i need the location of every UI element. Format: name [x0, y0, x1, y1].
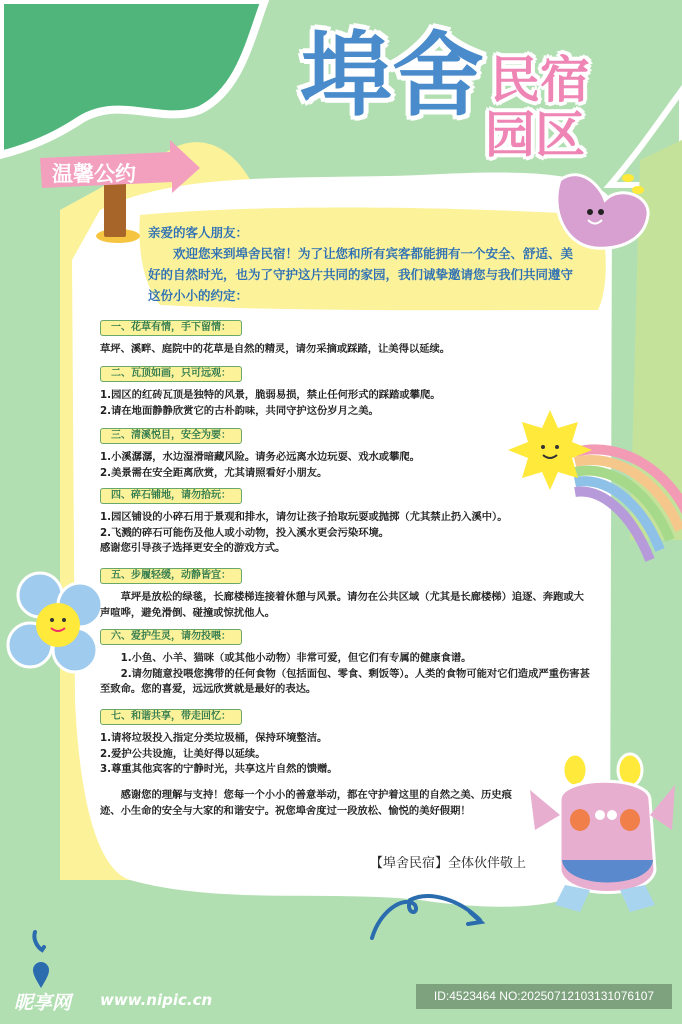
section-line: 1.小溪潺潺，水边湿滑暗藏风险。请务必远离水边玩耍、戏水或攀爬。: [100, 451, 420, 463]
intro: [148, 222, 578, 306]
section-line: 2.美景需在安全距离欣赏，尤其请照看好小朋友。: [100, 466, 328, 479]
signature: 【埠舍民宿】全体伙伴敬上: [370, 856, 527, 871]
section-heading: 五、步履轻缓，动静皆宜：: [100, 568, 242, 584]
section-heading: 六、爱护生灵，请勿投喂：: [100, 629, 242, 645]
title-sub-1: 民宿: [490, 51, 590, 109]
section-heading: 一、花草有情，手下留情：: [100, 320, 242, 336]
intro-greeting: 亲爱的客人朋友：: [148, 225, 249, 240]
section-line: 2.爱护公共设施，让美好得以延续。: [100, 747, 266, 760]
title-sub-2: 园区: [485, 106, 585, 164]
section-line: 草坪是放松的绿毯，长廊楼梯连接着休憩与风景。请勿在公共区域（尤其是长廊楼梯）追逐、奔跑或大声喧哗，避免滑倒、碰撞或惊扰他人。: [100, 591, 584, 619]
section-line: 2.请在地面静静欣赏它的古朴韵味，共同守护这份岁月之美。: [100, 404, 379, 417]
section-body: [100, 651, 590, 698]
watermark-logo: 昵享网: [14, 992, 72, 1014]
watermark-url: www.nipic.cn: [100, 991, 213, 1009]
section-line: 1.小鱼、小羊、猫咪（或其他小动物）非常可爱，但它们有专属的健康食谱。: [120, 652, 472, 664]
section-body: [100, 342, 590, 358]
location-pin-icon: [33, 962, 49, 988]
intro-text: 欢迎您来到埠舍民宿！为了让您和所有宾客都能拥有一个安全、舒适、美好的自然时光，也为了守护这片共同的家园，我们诚挚邀请您与我们共同遵守这份小小的约定：: [148, 246, 574, 303]
section-body: [100, 388, 590, 419]
section-line: 草坪、溪畔、庭院中的花草是自然的精灵，请勿采摘或踩踏，让美得以延续。: [100, 343, 451, 355]
section-body: [100, 731, 590, 778]
section-line: 1.请将垃圾投入指定分类垃圾桶，保持环境整洁。: [100, 732, 328, 744]
section-line: 2.飞溅的碎石可能伤及他人或小动物，投入溪水更会污染环境。: [100, 526, 390, 539]
section-heading: 四、碎石铺地，请勿拾玩：: [100, 488, 242, 504]
section-heading: 二、瓦顶如画，只可远观：: [100, 366, 242, 382]
title-main: 埠舍: [300, 22, 485, 129]
closing-text: 感谢您的理解与支持！您每一个小小的善意举动，都在守护着这里的自然之美、历史痕迹、小生命的安全与大家的和谐安宁。祝您埠舍度过一段放松、愉悦的美好假期！: [100, 789, 512, 817]
sign-label: 温馨公约: [52, 162, 136, 186]
watermark-id: ID:4523464 NO:20250712103131076107: [416, 984, 672, 1009]
section-heading: 三、清溪悦目，安全为要：: [100, 428, 242, 444]
flower-icon: [8, 573, 102, 672]
section-line: 2.请勿随意投喂您携带的任何食物（包括面包、零食、剩饭等）。人类的食物可能对它们造成严重伤害甚至致命。您的喜爱，远远欣赏就是最好的表达。: [100, 667, 590, 695]
section-line: 3.尊重其他宾客的宁静时光，共享这片自然的馈赠。: [100, 763, 338, 775]
section-heading: 七、和谐共享，带走回忆：: [100, 709, 242, 725]
section-line: 1.园区的红砖瓦顶是独特的风景，脆弱易损，禁止任何形式的踩踏或攀爬。: [100, 389, 441, 401]
section-body: [100, 510, 590, 557]
phone-icon: [34, 932, 44, 950]
section-line: 感谢您引导孩子选择更安全的游戏方式。: [100, 542, 286, 554]
section-line: 1.园区铺设的小碎石用于景观和排水，请勿让孩子拾取玩耍或抛掷（尤其禁止扔入溪中）。: [100, 511, 508, 523]
section-body: [100, 590, 590, 621]
section-body: [100, 450, 590, 481]
